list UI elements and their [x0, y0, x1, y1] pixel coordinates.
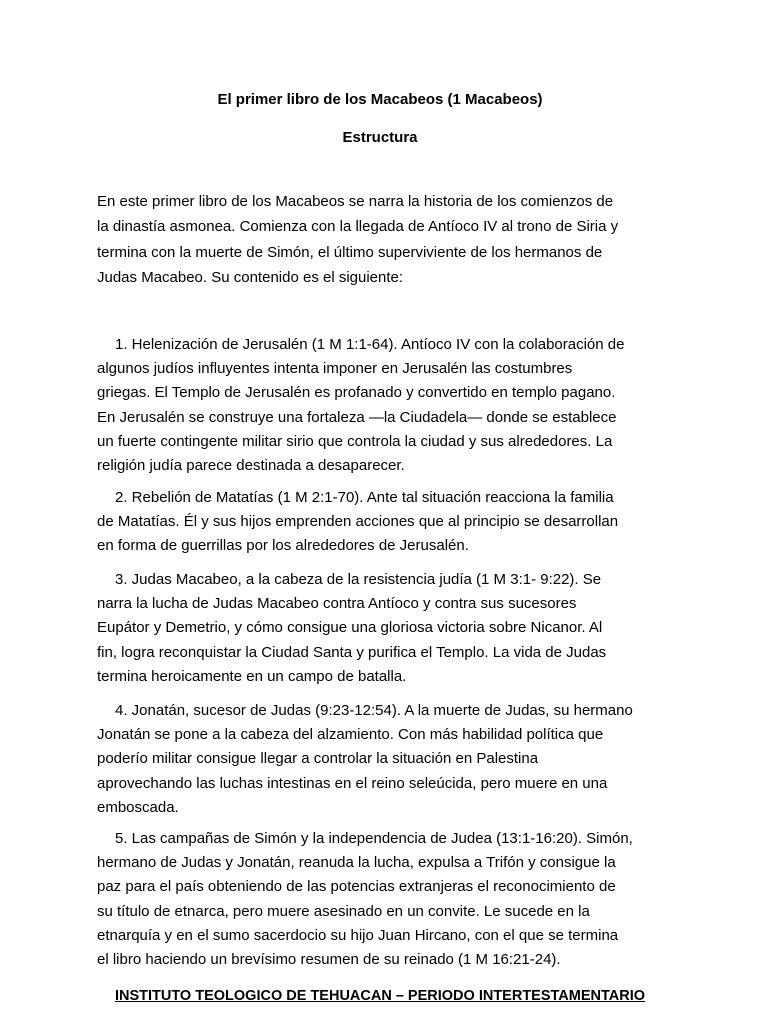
list-item-line: un fuerte contingente militar sirio que controla la ciudad y sus alrededores. La — [97, 432, 613, 450]
list-item-3 — [97, 568, 697, 689]
document-title: El primer libro de los Macabeos (1 Macabeos) — [217, 91, 543, 108]
list-item-line: etnarquía y en el sumo sacerdocio su hijo Juan Hircano, con el que se termina — [97, 926, 619, 944]
list-item-line: hermano de Judas y Jonatán, reanuda la lucha, expulsa a Trifón y consigue la — [97, 854, 616, 872]
list-item-line: En Jerusalén se construye una fortaleza —la Ciudadela— donde se establece — [97, 408, 617, 426]
list-item-1 — [97, 333, 697, 478]
list-item-line: aprovechando las luchas intestinas en el reino seleúcida, pero muere en una — [97, 774, 608, 792]
document-subtitle: Estructura — [342, 129, 418, 146]
intro-line: En este primer libro de los Macabeos se narra la historia de los comienzos de — [97, 193, 614, 210]
list-item-line: griegas. El Templo de Jerusalén es profanado y convertido en templo pagano. — [97, 384, 616, 402]
intro-line: Judas Macabeo. Su contenido es el siguiente: — [97, 268, 404, 286]
list-item-line: fin, logra reconquistar la Ciudad Santa y purifica el Templo. La vida de Judas — [97, 643, 607, 661]
list-item-line: su título de etnarca, pero muere asesinado en un convite. Le sucede en la — [97, 902, 590, 920]
list-item-line: narra la lucha de Judas Macabeo contra Antíoco y contra sus sucesores — [97, 595, 577, 613]
list-item-line: 5. Las campañas de Simón y la independencia de Judea (13:1-16:20). Simón, — [115, 830, 633, 847]
intro-paragraph — [97, 189, 697, 290]
list-item-line: algunos judíos influyentes intenta imponer en Jerusalén las costumbres — [97, 360, 573, 378]
list-item-line: de Matatías. Él y sus hijos emprenden acciones que al principio se desarrollan — [97, 513, 619, 531]
list-item-4 — [97, 699, 697, 820]
list-item-line: 4. Jonatán, sucesor de Judas (9:23-12:54). A la muerte de Judas, su hermano — [115, 702, 633, 719]
list-item-line: paz para el país obteniendo de las potencias extranjeras el reconocimiento de — [97, 878, 616, 896]
list-item-line: 2. Rebelión de Matatías (1 M 2:1-70). Ante tal situación reacciona la familia — [115, 489, 614, 506]
list-item-line: 1. Helenización de Jerusalén (1 M 1:1-64). Antíoco IV con la colaboración de — [115, 336, 625, 353]
intro-line: la dinastía asmonea. Comienza con la llegada de Antíoco IV al trono de Siria y — [97, 218, 619, 236]
list-item-line: el libro haciendo un brevísimo resumen de su reinado (1 M 16:21-24). — [97, 950, 561, 968]
list-item-line: religión judía parece destinada a desaparecer. — [97, 456, 405, 474]
list-item-2 — [97, 486, 697, 559]
list-item-line: poderío militar consigue llegar a controlar la situación en Palestina — [97, 750, 539, 768]
intro-line: termina con la muerte de Simón, el último superviviente de los hermanos de — [97, 243, 603, 261]
list-item-line: en forma de guerrillas por los alrededores de Jerusalén. — [97, 537, 469, 555]
list-item-5 — [97, 827, 697, 972]
list-item-line: Eupátor y Demetrio, y cómo consigue una gloriosa victoria sobre Nicanor. Al — [97, 619, 603, 637]
list-item-line: 3. Judas Macabeo, a la cabeza de la resistencia judía (1 M 3:1- 9:22). Se — [115, 571, 602, 588]
list-item-line: Jonatán se pone a la cabeza del alzamiento. Con más habilidad política que — [97, 726, 604, 744]
list-item-line: termina heroicamente en un campo de batalla. — [97, 667, 407, 685]
list-item-line: emboscada. — [97, 798, 179, 816]
page-footer: INSTITUTO TEOLOGICO DE TEHUACAN – PERIODO INTERTESTAMENTARIO — [114, 988, 646, 1004]
